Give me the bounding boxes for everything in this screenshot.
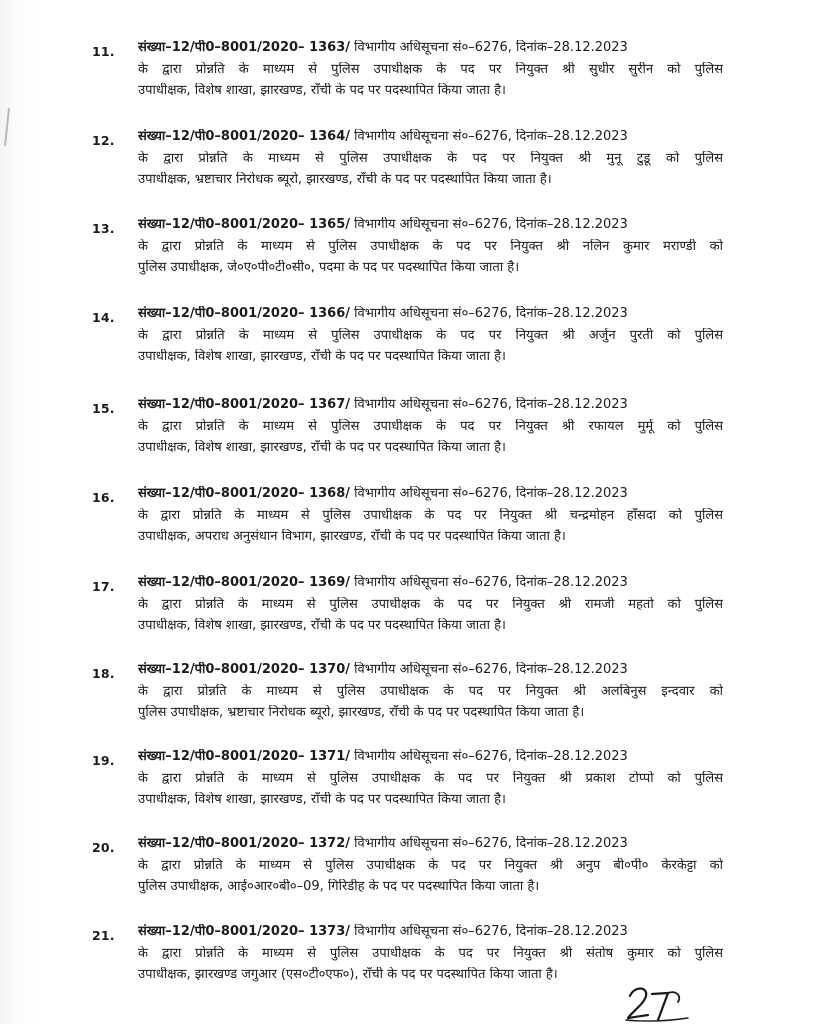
entry-notification-ref: विभागीय अधिसूचना सं०–6276, दिनांक–28.12.2023 [350,217,628,232]
entry-reference: संख्या–12/पी0–8001/2020– 1372/ [138,836,351,851]
entry-body-line: के द्वारा प्रोन्नति के माध्यम से पुलिस उपाधीक्षक के पद पर नियुक्त श्री प्रकाश टोप्पो को पुलिस [138,771,723,786]
entry-reference: संख्या–12/पी0–8001/2020– 1371/ [138,749,351,764]
entry-reference-line [138,217,723,233]
entry-reference-line [138,129,723,145]
entry-body-line: के द्वारा प्रोन्नति के माध्यम से पुलिस उपाधीक्षक के पद पर नियुक्त श्री मुनू टुडू को पुलिस [138,151,723,166]
entry-notification-ref: विभागीय अधिसूचना सं०–6276, दिनांक–28.12.2023 [350,306,628,321]
entry-number: 21. [92,928,115,943]
entry-reference-line [138,924,723,940]
entry-reference: संख्या–12/पी0–8001/2020– 1365/ [138,217,351,232]
entry-reference-line [138,40,723,56]
entry-posting-line: उपाधीक्षक, भ्रष्टाचार निरोधक ब्यूरो, झारखण्ड, राँची के पद पर पदस्थापित किया जाता है। [138,172,552,187]
notification-entry [0,484,813,548]
entry-posting-line: पुलिस उपाधीक्षक, आई०आर०बी०–09, गिरिडीह के पद पर पदस्थापित किया जाता है। [138,879,540,894]
entry-reference: संख्या–12/पी0–8001/2020– 1368/ [138,486,351,501]
entry-number: 17. [92,579,115,594]
entry-number: 20. [92,840,115,855]
entry-body-line: के द्वारा प्रोन्नति के माध्यम से पुलिस उपाधीक्षक के पद पर नियुक्त श्री अर्जुन पुरती को पुलिस [138,328,723,343]
entry-reference: संख्या–12/पी0–8001/2020– 1373/ [138,924,351,939]
entry-posting-line: उपाधीक्षक, विशेष शाखा, झारखण्ड, राँची के पद पर पदस्थापित किया जाता है। [138,349,506,364]
entry-reference: संख्या–12/पी0–8001/2020– 1369/ [138,575,351,590]
entry-notification-ref: विभागीय अधिसूचना सं०–6276, दिनांक–28.12.2023 [350,836,628,851]
entry-posting-line: पुलिस उपाधीक्षक, जे०ए०पी०टी०सी०, पदमा के पद पर पदस्थापित किया जाता है। [138,260,520,275]
entry-notification-ref: विभागीय अधिसूचना सं०–6276, दिनांक–28.12.2023 [350,40,628,55]
entry-reference-line [138,836,723,852]
entry-number: 15. [92,401,115,416]
entry-reference: संख्या–12/पी0–8001/2020– 1370/ [138,662,351,677]
notification-entry [0,304,813,368]
notification-entry [0,660,813,724]
entry-body-line: के द्वारा प्रोन्नति के माध्यम से पुलिस उपाधीक्षक के पद पर नियुक्त श्री सुधीर सुरीन को पुलिस [138,62,723,77]
notification-entry [0,215,813,279]
entry-body-line: के द्वारा प्रोन्नति के माध्यम से पुलिस उपाधीक्षक के पद पर नियुक्त श्री अलबिनुस इन्दवार को [138,684,723,699]
entry-body-line: के द्वारा प्रोन्नति के माध्यम से पुलिस उपाधीक्षक के पद पर नियुक्त श्री नलिन कुमार मराण्डी को [138,239,723,254]
entry-posting-line: उपाधीक्षक, अपराध अनुसंधान विभाग, झारखण्ड, राँची के पद पर पदस्थापित किया जाता है। [138,529,566,544]
entry-posting-line: पुलिस उपाधीक्षक, भ्रष्टाचार निरोधक ब्यूरो, झारखण्ड, राँची के पद पर पदस्थापित किया जाता है। [138,705,585,720]
notification-entry [0,573,813,637]
entry-reference-line [138,306,723,322]
entry-number: 11. [92,44,115,59]
entry-reference: संख्या–12/पी0–8001/2020– 1364/ [138,129,351,144]
entry-reference: संख्या–12/पी0–8001/2020– 1367/ [138,397,351,412]
notification-entry [0,834,813,898]
entry-notification-ref: विभागीय अधिसूचना सं०–6276, दिनांक–28.12.2023 [350,575,628,590]
entry-reference: संख्या–12/पी0–8001/2020– 1366/ [138,306,351,321]
entry-reference-line [138,575,723,591]
entry-body-line: के द्वारा प्रोन्नति के माध्यम से पुलिस उपाधीक्षक के पद पर नियुक्त श्री रामजी महतो को पुलिस [138,597,723,612]
entry-number: 12. [92,133,115,148]
entry-notification-ref: विभागीय अधिसूचना सं०–6276, दिनांक–28.12.2023 [350,129,628,144]
entry-number: 14. [92,310,115,325]
entry-posting-line: उपाधीक्षक, झारखण्ड जगुआर (एस०टी०एफ०), राँची के पद पर पदस्थापित किया जाता है। [138,967,558,982]
notification-entry [0,127,813,191]
entry-posting-line: उपाधीक्षक, विशेष शाखा, झारखण्ड, राँची के पद पर पदस्थापित किया जाता है। [138,83,506,98]
entry-reference-line [138,749,723,765]
entry-reference-line [138,397,723,413]
entry-posting-line: उपाधीक्षक, विशेष शाखा, झारखण्ड, राँची के पद पर पदस्थापित किया जाता है। [138,440,506,455]
notification-entry [0,395,813,459]
entry-notification-ref: विभागीय अधिसूचना सं०–6276, दिनांक–28.12.2023 [350,749,628,764]
entry-body-line: के द्वारा प्रोन्नति के माध्यम से पुलिस उपाधीक्षक के पद पर नियुक्त श्री अनुप बी०पी० केरकेट्टा को [138,858,723,873]
entry-notification-ref: विभागीय अधिसूचना सं०–6276, दिनांक–28.12.2023 [350,486,628,501]
entry-body-line: के द्वारा प्रोन्नति के माध्यम से पुलिस उपाधीक्षक के पद पर नियुक्त श्री रफायल मुर्मू को पुलिस [138,419,723,434]
entry-notification-ref: विभागीय अधिसूचना सं०–6276, दिनांक–28.12.2023 [350,924,628,939]
notification-entry [0,38,813,102]
entry-posting-line: उपाधीक्षक, विशेष शाखा, झारखण्ड, राँची के पद पर पदस्थापित किया जाता है। [138,792,506,807]
entry-posting-line: उपाधीक्षक, विशेष शाखा, झारखण्ड, राँची के पद पर पदस्थापित किया जाता है। [138,618,506,633]
entry-reference-line [138,486,723,502]
notification-entry [0,922,813,986]
entry-notification-ref: विभागीय अधिसूचना सं०–6276, दिनांक–28.12.2023 [350,662,628,677]
entry-body-line: के द्वारा प्रोन्नति के माध्यम से पुलिस उपाधीक्षक के पद पर नियुक्त श्री संतोष कुमार को पुलिस [138,946,723,961]
handwritten-signature [622,982,692,1022]
entry-number: 19. [92,753,115,768]
entry-body-line: के द्वारा प्रोन्नति के माध्यम से पुलिस उपाधीक्षक के पद पर नियुक्त श्री चन्द्रमोहन हाँसदा को पुलिस [138,508,723,523]
entry-number: 13. [92,221,115,236]
entry-number: 18. [92,666,115,681]
notification-entry [0,747,813,811]
entry-reference: संख्या–12/पी0–8001/2020– 1363/ [138,40,351,55]
entry-number: 16. [92,490,115,505]
entry-notification-ref: विभागीय अधिसूचना सं०–6276, दिनांक–28.12.2023 [350,397,628,412]
entry-reference-line [138,662,723,678]
